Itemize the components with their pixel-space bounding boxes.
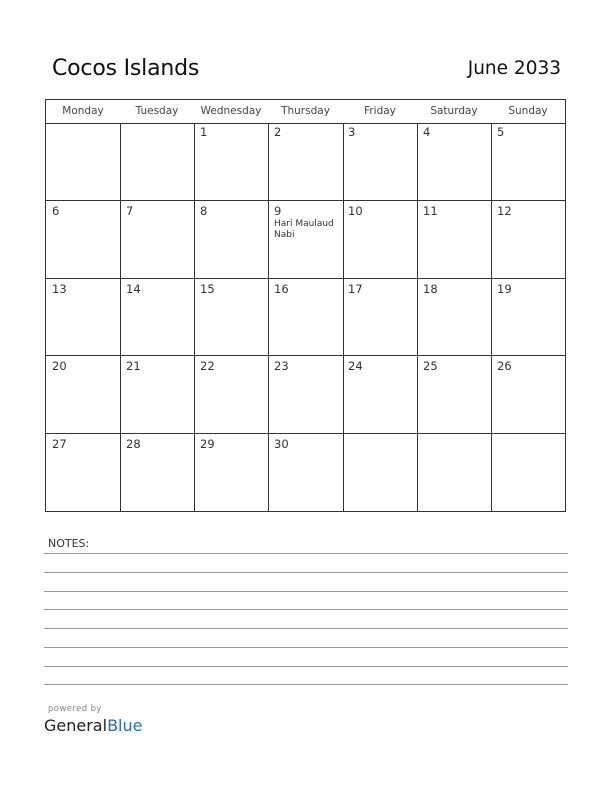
day-number: 5 (497, 125, 505, 139)
holiday-label: Hari Maulaud Nabi (274, 219, 334, 240)
day-number: 10 (348, 204, 363, 218)
day-number: 12 (497, 204, 512, 218)
day-number: 30 (274, 437, 289, 451)
note-line (44, 628, 568, 629)
calendar-title: Cocos Islands (52, 56, 200, 81)
day-number: 25 (423, 359, 438, 373)
weekday-saturday: Saturday (430, 105, 478, 117)
day-number: 18 (423, 282, 438, 296)
grid-line (120, 124, 121, 511)
note-line (44, 572, 568, 573)
grid-line (46, 433, 565, 434)
calendar-month: June 2033 (467, 58, 561, 79)
day-number: 15 (200, 282, 215, 296)
brand-general: General (44, 716, 108, 735)
day-number: 3 (348, 125, 356, 139)
day-number: 6 (52, 204, 60, 218)
note-line (44, 591, 568, 592)
note-line (44, 609, 568, 610)
weekday-header-row (46, 100, 565, 124)
grid-line (46, 200, 565, 201)
day-number: 27 (52, 437, 67, 451)
brand-blue: Blue (107, 716, 143, 735)
day-number: 26 (497, 359, 512, 373)
day-number: 11 (423, 204, 438, 218)
day-number: 1 (200, 125, 208, 139)
day-number: 17 (348, 282, 363, 296)
grid-line (46, 355, 565, 356)
note-line (44, 666, 568, 667)
day-number: 9 (274, 204, 282, 218)
day-number: 28 (126, 437, 141, 451)
day-number: 8 (200, 204, 208, 218)
day-number: 29 (200, 437, 215, 451)
day-number: 20 (52, 359, 67, 373)
weekday-sunday: Sunday (508, 105, 548, 117)
calendar-grid (45, 99, 566, 512)
note-line (44, 553, 568, 554)
day-number: 2 (274, 125, 282, 139)
day-number: 21 (126, 359, 141, 373)
day-number: 23 (274, 359, 289, 373)
grid-line (46, 278, 565, 279)
day-number: 14 (126, 282, 141, 296)
grid-line (491, 124, 492, 511)
weekday-wednesday: Wednesday (200, 105, 262, 117)
day-number: 16 (274, 282, 289, 296)
day-number: 4 (423, 125, 431, 139)
note-line (44, 684, 568, 685)
grid-line (268, 124, 269, 511)
brand-logo (44, 716, 142, 735)
grid-line (417, 124, 418, 511)
day-number: 7 (126, 204, 134, 218)
day-number: 24 (348, 359, 363, 373)
day-number: 13 (52, 282, 67, 296)
notes-label: NOTES: (48, 537, 90, 550)
powered-by-text: powered by (48, 704, 102, 714)
grid-line (343, 124, 344, 511)
day-number: 22 (200, 359, 215, 373)
weekday-tuesday: Tuesday (135, 105, 179, 117)
note-line (44, 647, 568, 648)
weekday-friday: Friday (364, 105, 396, 117)
grid-line (194, 124, 195, 511)
day-number: 19 (497, 282, 512, 296)
weekday-thursday: Thursday (281, 105, 330, 117)
weekday-monday: Monday (62, 105, 104, 117)
